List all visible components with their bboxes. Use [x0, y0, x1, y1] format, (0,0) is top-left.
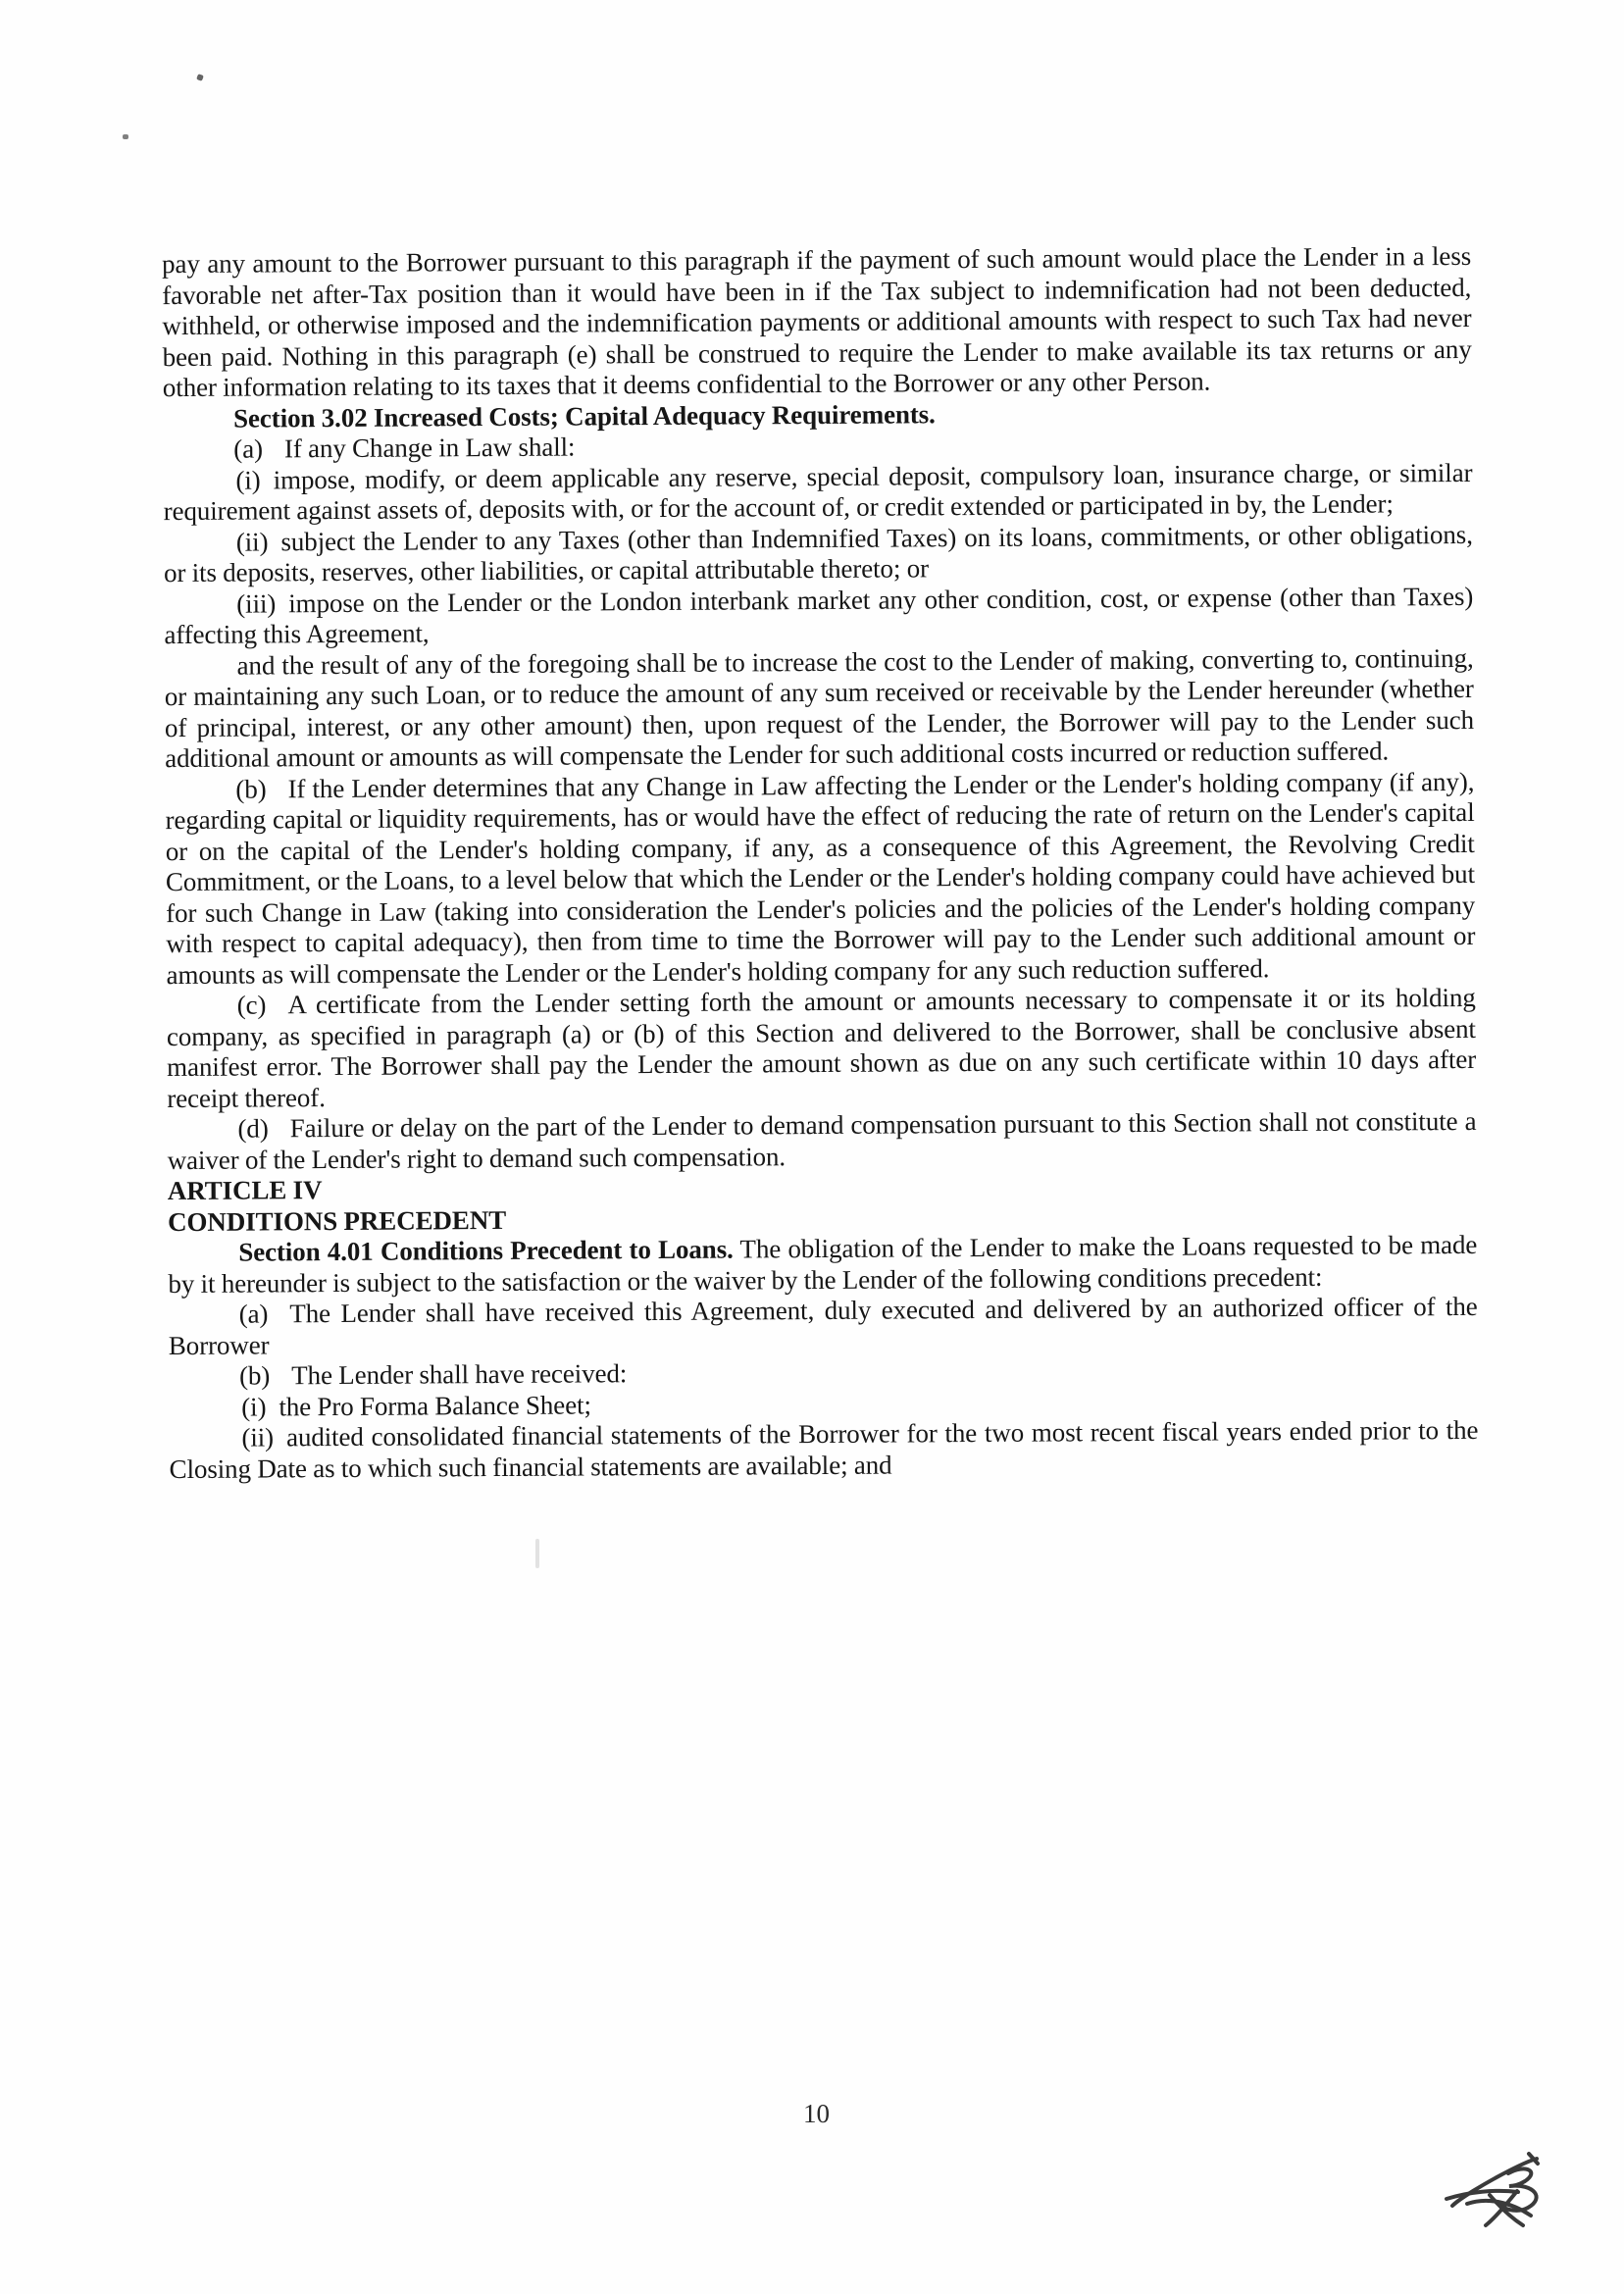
- paragraph-3-02-b: [165, 766, 1475, 991]
- item-text: impose, modify, or deem applicable any reserve, special deposit, compulsory loan, insurance charge, or similar requirement against assets of, deposits with, or for the account of, or credit extended or participated in by, the Lender;: [163, 457, 1473, 527]
- section-3-02-number: Section 3.02: [232, 402, 368, 433]
- item-3-02-a-iii: [164, 581, 1473, 650]
- paragraph-text: The Lender shall have received this Agreement, duly executed and delivered by an authorized officer of the Borrower: [168, 1291, 1478, 1360]
- paragraph-label: (b): [238, 1360, 271, 1391]
- item-3-02-a-ii: [164, 519, 1473, 588]
- paragraph-text: Failure or delay on the part of the Lender to demand compensation pursuant to this Section shall not constitute a waiver of the Lender's right to demand such compensation.: [167, 1105, 1477, 1175]
- paragraph-label: (a): [238, 1299, 269, 1329]
- section-4-01-title: Conditions Precedent to Loans.: [380, 1234, 734, 1266]
- paragraph-text: The Lender shall have received:: [291, 1358, 628, 1391]
- item-3-02-a-i: [163, 457, 1472, 527]
- item-4-01-b-ii: [169, 1415, 1478, 1485]
- paragraph-4-01-a: [169, 1292, 1478, 1361]
- article-iv-title: ARTICLE IV: [167, 1175, 323, 1206]
- item-text: audited consolidated financial statements of the Borrower for the two most recent fiscal years ended prior to the Closing Date as to which such financial statements are available; and: [169, 1414, 1479, 1484]
- section-4-01-number: Section 4.01: [238, 1236, 374, 1267]
- item-label: (ii): [235, 526, 269, 557]
- paragraph-label: (d): [237, 1113, 269, 1144]
- paragraph-3-02-d: [167, 1106, 1476, 1176]
- paragraph-text: If the Lender determines that any Change in Law affecting the Lender or the Lender's holding company (if any), regarding capital or liquidity requirements, has or would have the effect of reducing the rate of return on the Lender's capital or on the capital of the Lender's holding company, if any, as a consequence of this Agreement, the Revolving Credit Commitment, or the Loans, to a level below that which the Lender or the Lender's holding company could have achieved but for such Change in Law (taking into consideration the Lender's policies and the policies of the Lender's holding company with respect to capital adequacy), then from time to time the Borrower will pay to the Lender such additional amount or amounts as will compensate the Lender or the Lender's holding company for any such reduction suffered.: [165, 766, 1476, 990]
- paragraph-label: (c): [236, 990, 267, 1020]
- paragraph-label: (b): [235, 773, 267, 804]
- scan-speckle: [196, 74, 204, 81]
- paragraph-3-02-result: and the result of any of the foregoing shall be to increase the cost to the Lender of making, converting to, continuing, or maintaining any such Loan, or to reduce the amount of any sum received or receivable by the Lender hereunder (whether of principal, interest, or any other amount) then, upon request of the Lender, the Borrower will pay to the Lender such additional amount or amounts as will compensate the Lender for such additional costs incurred or reduction suffered.: [164, 642, 1475, 774]
- item-label: (i): [241, 1391, 267, 1422]
- item-text: subject the Lender to any Taxes (other than Indemnified Taxes) on its loans, commitments, or other obligations, or its deposits, reserves, other liabilities, or capital attributable thereto; or: [163, 519, 1473, 588]
- handwritten-initials-signature: [1440, 2151, 1559, 2241]
- section-4-01-body: The obligation of the Lender to make the Loans requested to be made by it hereunder is subject to the satisfaction or the waiver by the Lender of the following conditions precedent:: [168, 1229, 1478, 1299]
- scan-artifact-line: [535, 1539, 539, 1568]
- page-content: [162, 241, 1479, 1485]
- item-label: (ii): [241, 1422, 275, 1453]
- item-text: impose on the Lender or the London interbank market any other condition, cost, or expense (other than Taxes) affecting this Agreement,: [164, 581, 1474, 650]
- paragraph-label: (a): [233, 433, 264, 464]
- article-iv-subtitle: CONDITIONS PRECEDENT: [167, 1204, 507, 1237]
- section-4-01-paragraph: [168, 1230, 1477, 1300]
- item-text: the Pro Forma Balance Sheet;: [279, 1389, 591, 1421]
- item-label: (iii): [236, 587, 277, 619]
- item-label: (i): [235, 464, 261, 495]
- page-number: 10: [803, 2099, 830, 2128]
- scan-speckle: [123, 134, 128, 139]
- paragraph-text: A certificate from the Lender setting forth the amount or amounts necessary to compensate it or its holding company, as specified in paragraph (a) or (b) of this Section and delivered to the Borrower, shall be conclusive absent manifest error. The Borrower shall pay the Lender the amount shown as due on any such certificate within 10 days after receipt thereof.: [166, 982, 1477, 1113]
- paragraph-intro-continuation: pay any amount to the Borrower pursuant to this paragraph if the payment of such amount would place the Lender in a less favorable net after-Tax position than it would have been in if the Tax subject to indemnification had not been deducted, withheld, or otherwise imposed and the indemnification payments or additional amounts with respect to such Tax had never been paid. Nothing in this paragraph (e) shall be construed to require the Lender to make available its tax returns or any other information relating to its taxes that it deems confidential to the Borrower or any other Person.: [162, 240, 1472, 403]
- paragraph-3-02-c: [167, 983, 1477, 1114]
- section-3-02-title: Increased Costs; Capital Adequacy Requirements.: [373, 398, 936, 433]
- paragraph-text: If any Change in Law shall:: [283, 432, 576, 464]
